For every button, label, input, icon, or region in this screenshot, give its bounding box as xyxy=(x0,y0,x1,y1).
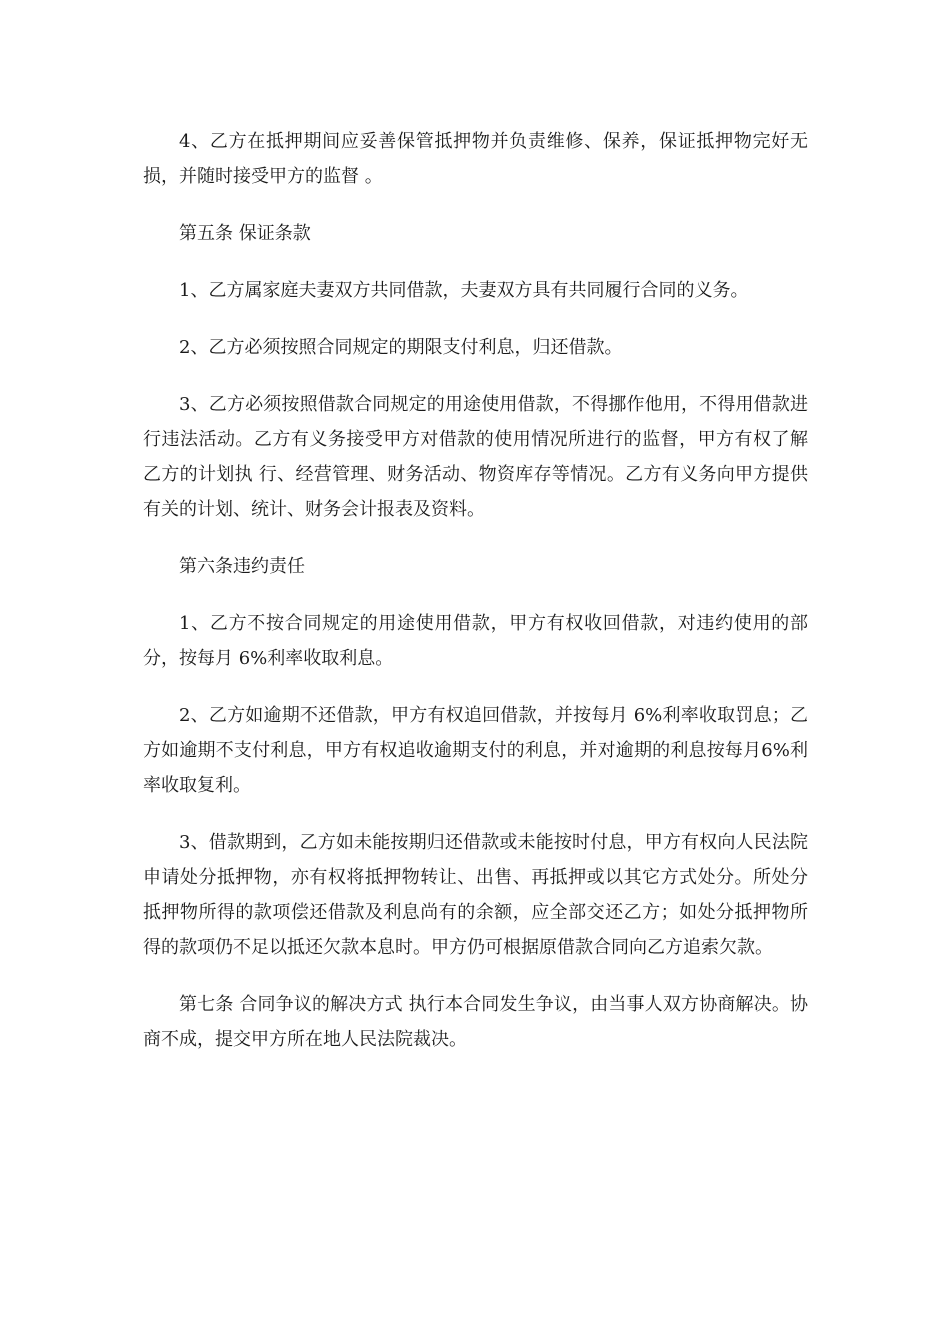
clause-5-3: 3、乙方必须按照借款合同规定的用途使用借款，不得挪作他用，不得用借款进行违法活动。乙方有义务接受甲方对借款的使用情况所进行的监督，甲方有权了解乙方的计划执 行、经营管理、财务活动、物资库存等情况。乙方有义务向甲方提供有关的计划、统计、财务会计报表及资料。 xyxy=(143,394,808,520)
clause-6-2: 2、乙方如逾期不还借款，甲方有权追回借款，并按每月 6%利率收取罚息；乙方如逾期不支付利息，甲方有权追收逾期支付的利息，并对逾期的利息按每月6%利率收取复利。 xyxy=(143,705,808,796)
clause-5-1: 1、乙方属家庭夫妻双方共同借款，夫妻双方具有共同履行合同的义务。 xyxy=(179,280,749,301)
article-6-heading: 第六条违约责任 xyxy=(179,556,305,577)
clause-6-3: 3、借款期到，乙方如未能按期归还借款或未能按时付息，甲方有权向人民法院申请处分抵押物，亦有权将抵押物转让、出售、再抵押或以其它方式处分。所处分抵押物所得的款项偿还借款及利息尚有的余额，应全部交还乙方；如处分抵押物所得的款项仍不足以抵还欠款本息时。甲方仍可根据原借款合同向乙方追索欠款。 xyxy=(143,832,808,958)
article-5-heading: 第五条 保证条款 xyxy=(179,223,311,244)
clause-5-2: 2、乙方必须按照合同规定的期限支付利息，归还借款。 xyxy=(179,337,623,358)
clause-6-1: 1、乙方不按合同规定的用途使用借款，甲方有权收回借款，对违约使用的部分，按每月 6%利率收取利息。 xyxy=(143,613,808,669)
article-7-dispute: 第七条 合同争议的解决方式 执行本合同发生争议，由当事人双方协商解决。协商不成，提交甲方所在地人民法院裁决。 xyxy=(143,994,808,1050)
document-body xyxy=(143,124,808,1079)
clause-4-custody: 4、乙方在抵押期间应妥善保管抵押物并负责维修、保养，保证抵押物完好无损，并随时接受甲方的监督 。 xyxy=(143,131,808,187)
